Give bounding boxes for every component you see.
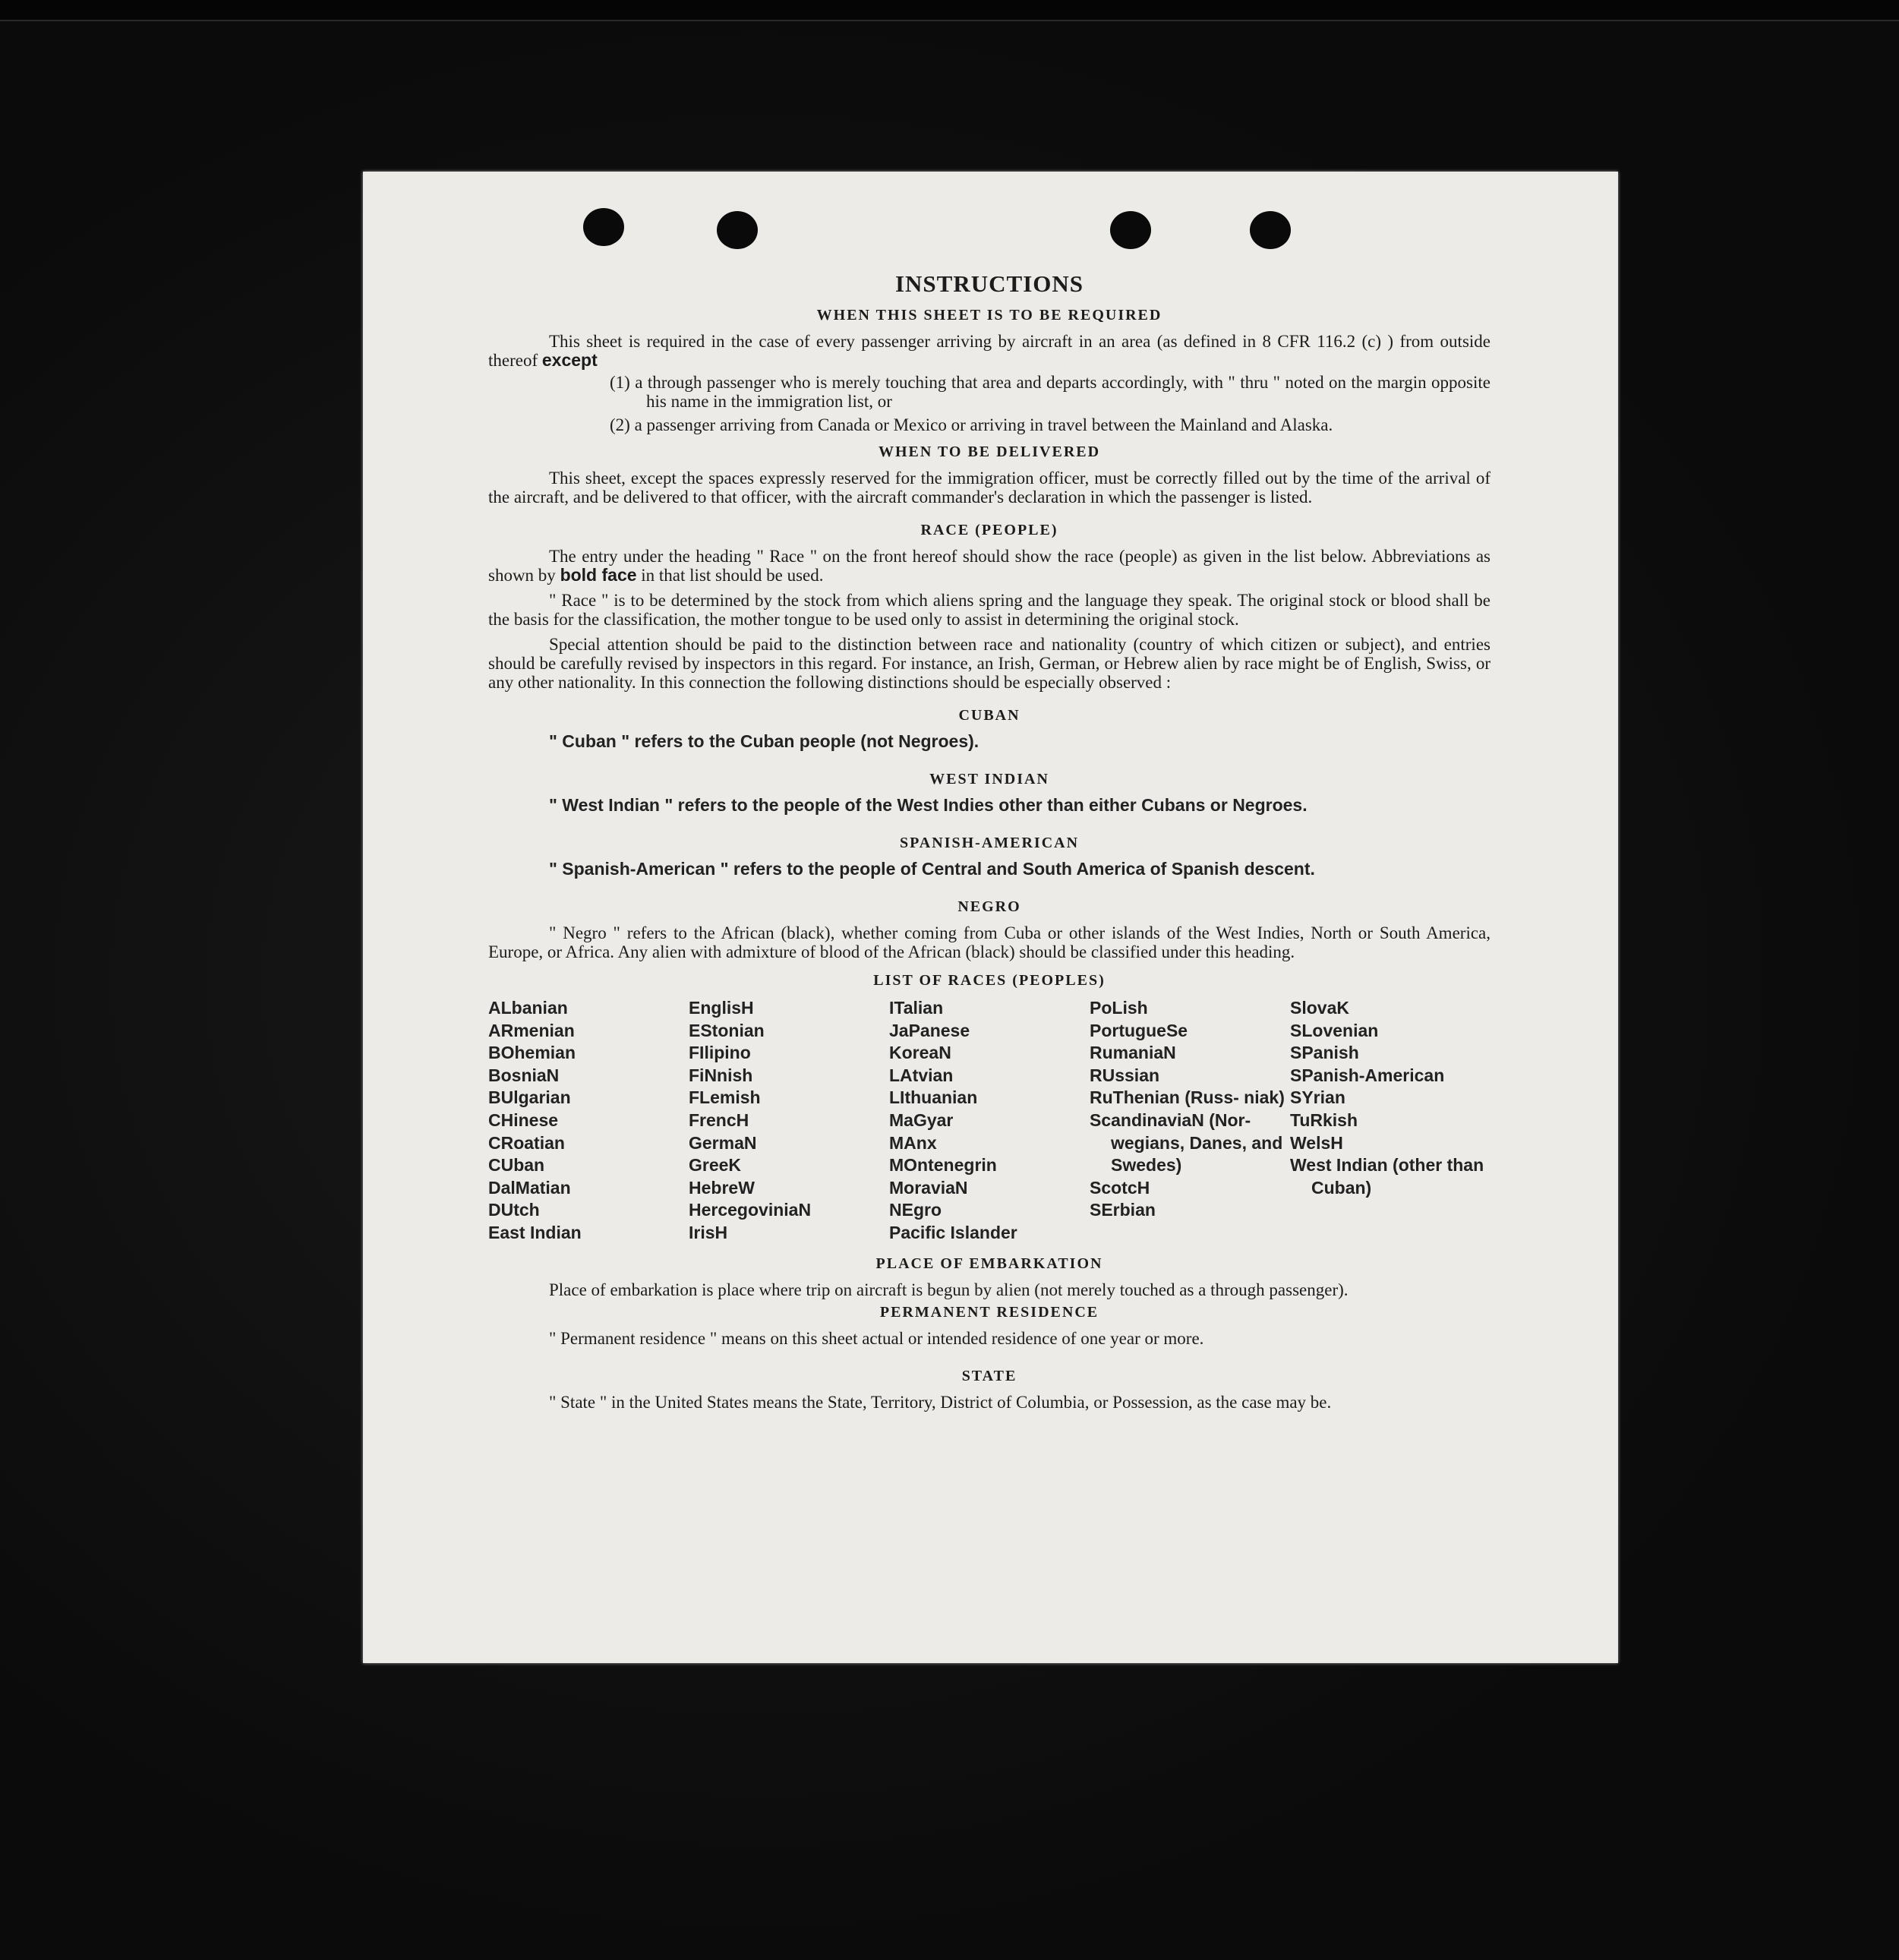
race-item: PortugueSe — [1090, 1020, 1188, 1040]
race-item: KoreaN — [889, 1043, 951, 1063]
race-item: SLovenian — [1290, 1020, 1379, 1040]
definition-text: " Cuban " refers to the Cuban people (not Negroes). — [549, 731, 979, 751]
paragraph: Place of embarkation is place where trip on aircraft is begun by alien (not merely touched as a through passenger). — [549, 1280, 1349, 1299]
paragraph: " Race " is to be determined by the stock from which aliens spring and the language they speak. The original stock or blood shall be the basis for the classification, the mother tongue to be used only to assist in determining the original stock. — [488, 591, 1490, 629]
punch-hole — [1110, 211, 1151, 249]
paragraph-text: in that list should be used. — [641, 566, 824, 585]
race-item: JaPanese — [889, 1020, 970, 1040]
race-item: ScotcH — [1090, 1177, 1150, 1198]
definition-text: " West Indian " refers to the people of the West Indies other than either Cubans or Negroes. — [549, 795, 1308, 815]
race-item: NEgro — [889, 1200, 942, 1220]
race-item: FLemish — [689, 1087, 761, 1108]
race-item: WelsH — [1290, 1132, 1343, 1153]
paragraph: " Permanent residence " means on this sheet actual or intended residence of one year or more. — [549, 1328, 1204, 1348]
race-item: SPanish — [1290, 1043, 1359, 1063]
race-item: FiNnish — [689, 1065, 753, 1085]
race-item: CRoatian — [488, 1132, 565, 1153]
race-column — [889, 997, 1090, 1245]
paragraph — [488, 332, 1490, 370]
race-item: Pacific Islander — [889, 1222, 1017, 1242]
definition-text: " Spanish-American " refers to the people of Central and South America of Spanish descent. — [549, 859, 1315, 879]
race-item: RumaniaN — [1090, 1043, 1176, 1063]
race-item: MOntenegrin — [889, 1155, 997, 1176]
race-item: BOhemian — [488, 1043, 576, 1063]
race-item: GreeK — [689, 1155, 742, 1176]
section-heading: SPANISH-AMERICAN — [899, 835, 1080, 851]
paragraph: " State " in the United States means the State, Territory, District of Columbia, or Possession, as the case may be. — [549, 1392, 1332, 1412]
bold-text: except — [541, 350, 598, 370]
document-title: INSTRUCTIONS — [894, 270, 1084, 297]
race-item: SPanish-American — [1290, 1065, 1445, 1085]
section-heading: NEGRO — [957, 898, 1021, 915]
paragraph — [488, 547, 1490, 585]
race-item: East Indian — [488, 1222, 582, 1242]
race-item: CHinese — [488, 1109, 559, 1130]
race-item: SYrian — [1290, 1087, 1345, 1108]
section-heading: PLACE OF EMBARKATION — [875, 1255, 1103, 1272]
paragraph-text: The entry under the heading " Race " on the front hereof should show the race (people) as given in the list below. Abbreviations as shown by — [488, 547, 1490, 585]
race-item: TuRkish — [1290, 1109, 1358, 1130]
race-item: DalMatian — [488, 1177, 571, 1198]
race-item: SlovaK — [1290, 998, 1349, 1018]
race-list — [488, 997, 1490, 1245]
punch-hole — [1250, 211, 1291, 249]
section-heading: PERMANENT RESIDENCE — [879, 1303, 1099, 1321]
race-item: FrencH — [689, 1109, 749, 1130]
race-item: GermaN — [689, 1132, 757, 1153]
paragraph-text: This sheet is required in the case of every passenger arriving by aircraft in an area (as defined in 8 CFR 116.2 (c) ) from outside thereof — [488, 332, 1490, 370]
list-item: (2) a passenger arriving from Canada or Mexico or arriving in travel between the Mainland and Alaska. — [610, 415, 1333, 434]
race-item: BosniaN — [488, 1065, 560, 1085]
list-item: (1) a through passenger who is merely touching that area and departs accordingly, with " thru " noted on the margin opposite his name in the immigration list, or — [610, 373, 1490, 411]
race-item: ARmenian — [488, 1020, 575, 1040]
race-item: EStonian — [689, 1020, 765, 1040]
race-item: MoraviaN — [889, 1177, 968, 1198]
race-item: MaGyar — [889, 1109, 954, 1130]
race-item: LAtvian — [889, 1065, 954, 1085]
paragraph: Special attention should be paid to the distinction between race and nationality (country of which citizen or subject), and entries should be carefully revised by inspectors in this regard. For instance, an Irish, German, or Hebrew alien by race might be of English, Swiss, or any other nationality. In this connection the following distinctions should be especially observed : — [488, 635, 1490, 692]
document-body — [488, 270, 1490, 1412]
section-heading: WHEN TO BE DELIVERED — [878, 443, 1101, 460]
document-sheet — [363, 172, 1618, 1663]
section-heading: WEST INDIAN — [929, 771, 1049, 787]
race-item: BUlgarian — [488, 1087, 571, 1108]
race-column — [1290, 997, 1490, 1245]
bold-text: bold face — [560, 565, 637, 585]
race-column — [1090, 997, 1290, 1245]
race-item: SErbian — [1090, 1200, 1156, 1220]
race-item: PoLish — [1090, 998, 1148, 1018]
film-edge — [0, 0, 1899, 21]
section-heading: RACE (PEOPLE) — [920, 522, 1058, 538]
race-item: ITalian — [889, 998, 944, 1018]
race-item: EnglisH — [689, 998, 754, 1018]
race-column — [488, 997, 689, 1245]
race-item: CUban — [488, 1155, 545, 1176]
punch-hole — [717, 211, 758, 249]
race-item: HercegoviniaN — [689, 1200, 812, 1220]
race-item: ScandinaviaN (Nor- wegians, Danes, and Swedes) — [1090, 1109, 1283, 1176]
race-item: LIthuanian — [889, 1087, 978, 1108]
race-item: RuThenian (Russ- niak) — [1090, 1087, 1285, 1108]
section-heading: CUBAN — [958, 707, 1020, 724]
paragraph: This sheet, except the spaces expressly reserved for the immigration officer, must be correctly filled out by the time of the arrival of the aircraft, and be delivered to that officer, with the aircraft commander's declaration in which the passenger is listed. — [488, 469, 1490, 507]
section-heading: LIST OF RACES (PEOPLES) — [873, 972, 1106, 989]
section-heading: WHEN THIS SHEET IS TO BE REQUIRED — [816, 307, 1162, 324]
race-item: MAnx — [889, 1132, 937, 1153]
race-item: HebreW — [689, 1177, 755, 1198]
race-item: FIlipino — [689, 1043, 751, 1063]
paragraph: " Negro " refers to the African (black), whether coming from Cuba or other islands of the West Indies, North or South America, Europe, or Africa. Any alien with admixture of blood of the African (black) should be classified under this heading. — [488, 923, 1490, 961]
punch-hole — [583, 208, 624, 246]
race-column — [689, 997, 889, 1245]
race-item: RUssian — [1090, 1065, 1160, 1085]
section-heading: STATE — [961, 1367, 1017, 1384]
race-item: DUtch — [488, 1200, 540, 1220]
race-item: IrisH — [689, 1222, 728, 1242]
race-item: ALbanian — [488, 998, 568, 1018]
race-item: West Indian (other than Cuban) — [1290, 1155, 1484, 1198]
